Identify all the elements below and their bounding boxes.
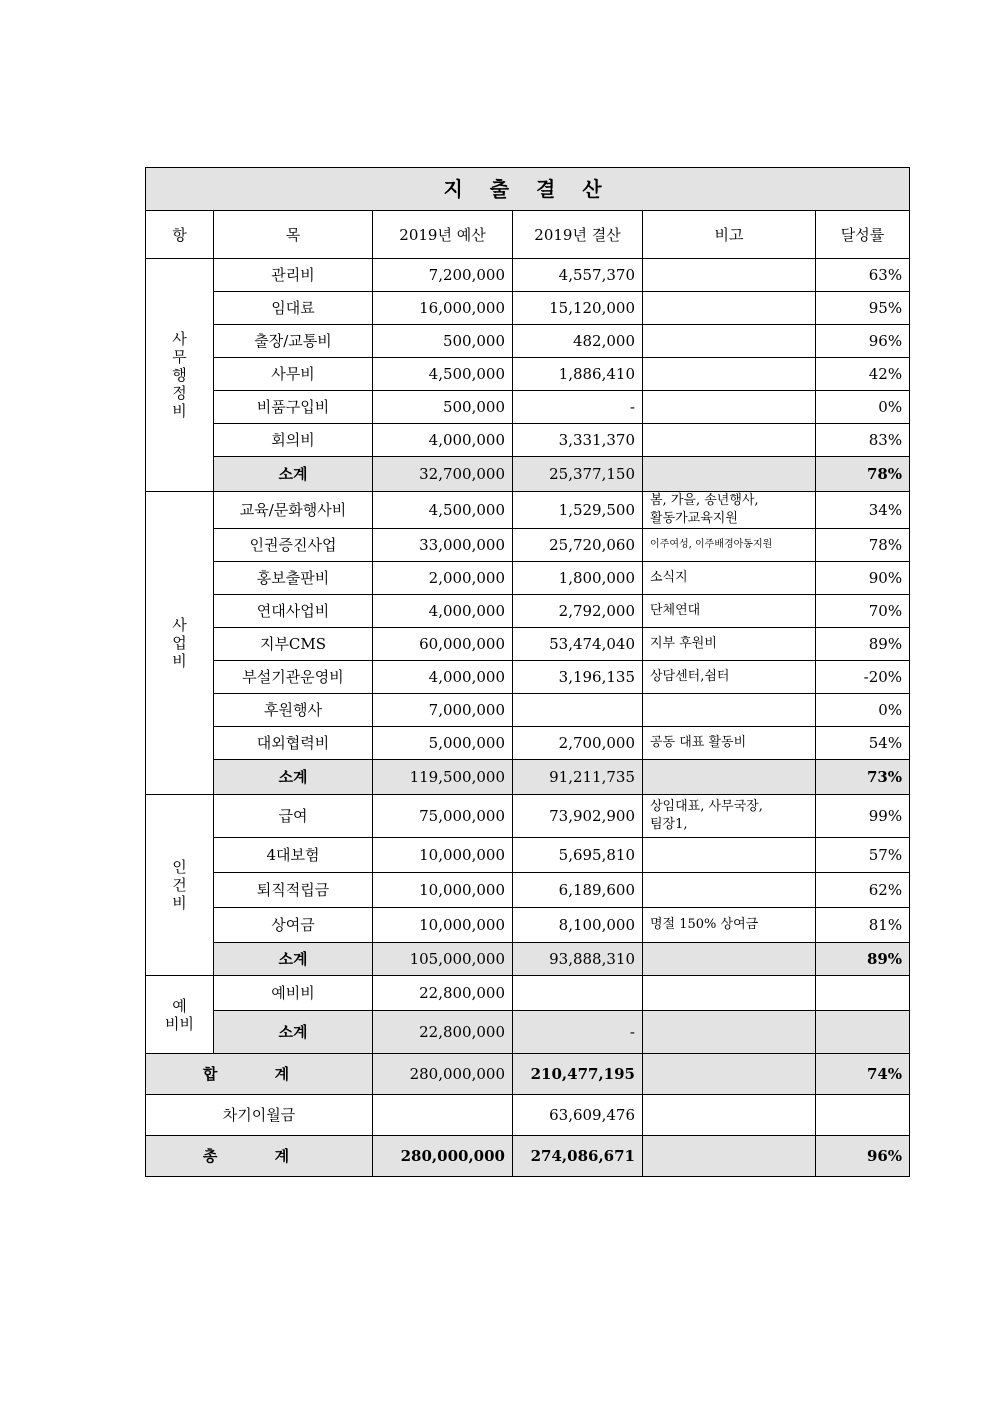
subtotal-actual: 93,888,310 (513, 943, 643, 976)
budget-value: 33,000,000 (373, 529, 513, 562)
rate-value: 95% (816, 292, 910, 325)
item-name: 예비비 (214, 976, 373, 1011)
rate-value: 57% (816, 838, 910, 873)
item-name: 지부CMS (214, 628, 373, 661)
budget-value: 4,000,000 (373, 595, 513, 628)
header-item: 목 (214, 211, 373, 259)
budget-value: 10,000,000 (373, 838, 513, 873)
item-name: 비품구입비 (214, 391, 373, 424)
budget-value: 4,000,000 (373, 661, 513, 694)
group-label-admin: 사 무 행 정 비 (146, 259, 214, 492)
actual-value: 1,800,000 (513, 562, 643, 595)
actual-value: - (513, 391, 643, 424)
actual-value: 4,557,370 (513, 259, 643, 292)
table-row (146, 292, 910, 325)
budget-value: 5,000,000 (373, 727, 513, 760)
note: 명절 150% 상여금 (643, 908, 816, 943)
subtotal-budget: 32,700,000 (373, 457, 513, 492)
budget-value: 2,000,000 (373, 562, 513, 595)
table-row (146, 391, 910, 424)
carryover-actual: 63,609,476 (513, 1095, 643, 1136)
note: 단체연대 (643, 595, 816, 628)
subtotal-label: 소계 (214, 943, 373, 976)
group-label-personnel: 인 건 비 (146, 795, 214, 976)
item-name: 상여금 (214, 908, 373, 943)
actual-value: 6,189,600 (513, 873, 643, 908)
note (643, 292, 816, 325)
actual-value: 1,886,410 (513, 358, 643, 391)
header-budget: 2019년 예산 (373, 211, 513, 259)
item-name: 부설기관운영비 (214, 661, 373, 694)
table-row (146, 424, 910, 457)
table-row (146, 492, 910, 529)
total-row (146, 1136, 910, 1177)
header-actual: 2019년 결산 (513, 211, 643, 259)
actual-value: 25,720,060 (513, 529, 643, 562)
item-name: 임대료 (214, 292, 373, 325)
note (643, 259, 816, 292)
actual-value: 8,100,000 (513, 908, 643, 943)
sum-actual: 210,477,195 (513, 1054, 643, 1095)
sum-note (643, 1054, 816, 1095)
subtotal-row (146, 1011, 910, 1054)
note (643, 358, 816, 391)
note (643, 694, 816, 727)
rate-value: 99% (816, 795, 910, 838)
subtotal-rate: 89% (816, 943, 910, 976)
subtotal-rate: 78% (816, 457, 910, 492)
header-category: 항 (146, 211, 214, 259)
rate-value: 81% (816, 908, 910, 943)
note (643, 976, 816, 1011)
budget-value: 500,000 (373, 325, 513, 358)
note: 봄, 가을, 송년행사, 활동가교육지원 (643, 492, 816, 529)
subtotal-rate: 73% (816, 760, 910, 795)
rate-value: 96% (816, 325, 910, 358)
sum-row (146, 1054, 910, 1095)
subtotal-rate (816, 1011, 910, 1054)
item-name: 회의비 (214, 424, 373, 457)
sum-label: 합 계 (146, 1054, 373, 1095)
carryover-note (643, 1095, 816, 1136)
note (643, 838, 816, 873)
rate-value: 42% (816, 358, 910, 391)
budget-value: 7,000,000 (373, 694, 513, 727)
actual-value: 53,474,040 (513, 628, 643, 661)
note: 이주여성, 이주배경아동지원 (643, 529, 816, 562)
subtotal-actual: - (513, 1011, 643, 1054)
group-label-reserve: 예 비비 (146, 976, 214, 1054)
budget-value: 7,200,000 (373, 259, 513, 292)
subtotal-label: 소계 (214, 1011, 373, 1054)
rate-value: 90% (816, 562, 910, 595)
rate-value: 0% (816, 694, 910, 727)
budget-value: 75,000,000 (373, 795, 513, 838)
table-row (146, 595, 910, 628)
total-rate: 96% (816, 1136, 910, 1177)
note (643, 424, 816, 457)
item-name: 사무비 (214, 358, 373, 391)
subtotal-note (643, 943, 816, 976)
group-label-projects: 사 업 비 (146, 492, 214, 795)
carryover-row (146, 1095, 910, 1136)
budget-value: 10,000,000 (373, 908, 513, 943)
table-row (146, 838, 910, 873)
budget-value: 4,500,000 (373, 492, 513, 529)
item-name: 퇴직적립금 (214, 873, 373, 908)
expense-settlement-table (145, 167, 910, 1177)
subtotal-row (146, 943, 910, 976)
table-row (146, 628, 910, 661)
subtotal-row (146, 760, 910, 795)
note: 공동 대표 활동비 (643, 727, 816, 760)
rate-value: 78% (816, 529, 910, 562)
header-rate: 달성률 (816, 211, 910, 259)
header-row (146, 211, 910, 259)
rate-value: 63% (816, 259, 910, 292)
table-row (146, 358, 910, 391)
rate-value: 34% (816, 492, 910, 529)
table-row (146, 529, 910, 562)
note (643, 873, 816, 908)
actual-value: 5,695,810 (513, 838, 643, 873)
subtotal-budget: 119,500,000 (373, 760, 513, 795)
carryover-label: 차기이월금 (146, 1095, 373, 1136)
budget-value: 10,000,000 (373, 873, 513, 908)
rate-value: 89% (816, 628, 910, 661)
header-note: 비고 (643, 211, 816, 259)
subtotal-label: 소계 (214, 457, 373, 492)
table-row (146, 562, 910, 595)
budget-value: 500,000 (373, 391, 513, 424)
item-name: 연대사업비 (214, 595, 373, 628)
budget-value: 60,000,000 (373, 628, 513, 661)
actual-value: 3,196,135 (513, 661, 643, 694)
rate-value: 0% (816, 391, 910, 424)
subtotal-actual: 91,211,735 (513, 760, 643, 795)
note: 지부 후원비 (643, 628, 816, 661)
table-title-row (146, 168, 910, 211)
note (643, 391, 816, 424)
subtotal-budget: 22,800,000 (373, 1011, 513, 1054)
actual-value: 3,331,370 (513, 424, 643, 457)
budget-value: 22,800,000 (373, 976, 513, 1011)
item-name: 인권증진사업 (214, 529, 373, 562)
table-row (146, 661, 910, 694)
item-name: 홍보출판비 (214, 562, 373, 595)
subtotal-budget: 105,000,000 (373, 943, 513, 976)
total-actual: 274,086,671 (513, 1136, 643, 1177)
subtotal-label: 소계 (214, 760, 373, 795)
table-row (146, 259, 910, 292)
table-row (146, 873, 910, 908)
budget-value: 16,000,000 (373, 292, 513, 325)
table-row (146, 694, 910, 727)
rate-value: 83% (816, 424, 910, 457)
total-note (643, 1136, 816, 1177)
subtotal-note (643, 760, 816, 795)
table-row (146, 976, 910, 1011)
note (643, 325, 816, 358)
item-name: 출장/교통비 (214, 325, 373, 358)
actual-value (513, 694, 643, 727)
table-row (146, 795, 910, 838)
sum-budget: 280,000,000 (373, 1054, 513, 1095)
table-row (146, 325, 910, 358)
actual-value: 73,902,900 (513, 795, 643, 838)
carryover-budget (373, 1095, 513, 1136)
subtotal-row (146, 457, 910, 492)
budget-value: 4,500,000 (373, 358, 513, 391)
item-name: 교육/문화행사비 (214, 492, 373, 529)
actual-value (513, 976, 643, 1011)
total-budget: 280,000,000 (373, 1136, 513, 1177)
rate-value: 70% (816, 595, 910, 628)
actual-value: 2,700,000 (513, 727, 643, 760)
actual-value: 482,000 (513, 325, 643, 358)
item-name: 후원행사 (214, 694, 373, 727)
table-row (146, 908, 910, 943)
actual-value: 1,529,500 (513, 492, 643, 529)
note: 상담센터,쉼터 (643, 661, 816, 694)
subtotal-actual: 25,377,150 (513, 457, 643, 492)
rate-value: 62% (816, 873, 910, 908)
table-title: 지 출 결 산 (146, 168, 910, 211)
subtotal-note (643, 457, 816, 492)
rate-value: -20% (816, 661, 910, 694)
sum-rate: 74% (816, 1054, 910, 1095)
rate-value (816, 976, 910, 1011)
actual-value: 15,120,000 (513, 292, 643, 325)
note: 소식지 (643, 562, 816, 595)
budget-value: 4,000,000 (373, 424, 513, 457)
carryover-rate (816, 1095, 910, 1136)
subtotal-note (643, 1011, 816, 1054)
item-name: 대외협력비 (214, 727, 373, 760)
item-name: 관리비 (214, 259, 373, 292)
actual-value: 2,792,000 (513, 595, 643, 628)
item-name: 급여 (214, 795, 373, 838)
item-name: 4대보험 (214, 838, 373, 873)
note: 상임대표, 사무국장, 팀장1, (643, 795, 816, 838)
total-label: 총 계 (146, 1136, 373, 1177)
table-row (146, 727, 910, 760)
rate-value: 54% (816, 727, 910, 760)
